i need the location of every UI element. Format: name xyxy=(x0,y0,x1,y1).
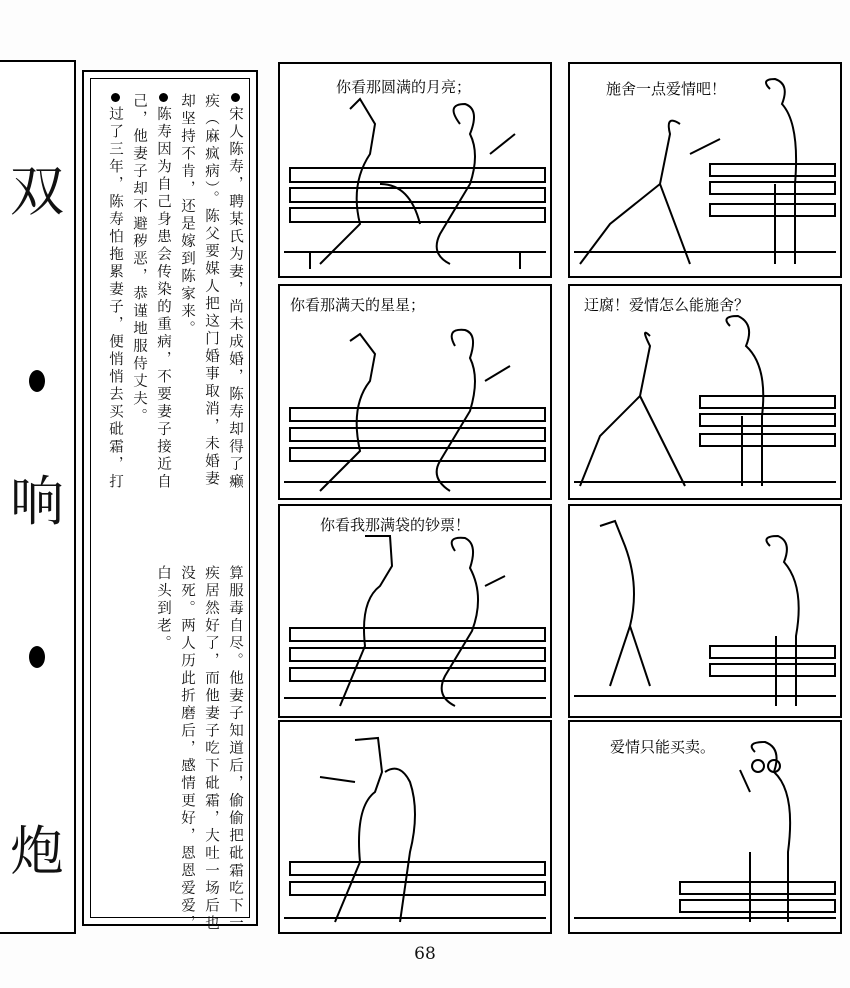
title-char-3: 炮 xyxy=(10,820,64,883)
story-column-4 xyxy=(153,93,173,491)
bullet-icon xyxy=(159,93,168,102)
speech-bubble-3: 你看那满天的星星； xyxy=(290,296,426,314)
comic-panel-5 xyxy=(278,504,552,718)
story-column-6 xyxy=(105,93,125,491)
story-column-5: 己，他妻子却不避秽恶，恭谨地服侍丈夫。 xyxy=(131,93,147,426)
story-column-1 xyxy=(225,93,245,491)
story-text-frame xyxy=(90,78,250,933)
comic-panel-3 xyxy=(278,284,552,500)
panel-6-drawing xyxy=(570,506,840,716)
story-column-9: 没死。两人历此折磨后，感情更好，恩恩爱爱， xyxy=(179,565,195,933)
title-dot-1 xyxy=(29,370,45,392)
comic-panel-1 xyxy=(278,62,552,278)
panel-4-drawing xyxy=(570,286,840,498)
title-dot-2 xyxy=(29,646,45,668)
story-column-8: 疾居然好了，而他妻子吃下砒霜，大吐一场后也 xyxy=(203,565,219,933)
bullet-icon xyxy=(111,93,120,102)
speech-bubble-4: 迂腐！爱情怎么能施舍？ xyxy=(584,296,750,314)
story-column-7: 算服毒自尽。他妻子知道后，偷偷把砒霜吃下一 xyxy=(227,565,243,933)
bullet-icon xyxy=(231,93,240,102)
story-column-2: 疾（麻疯病）。陈父要媒人把这门婚事取消，未婚妻 xyxy=(203,93,219,489)
comic-panel-2 xyxy=(568,62,842,278)
story-text: 过了三年，陈寿怕拖累妻子，便悄悄去买砒霜，打 xyxy=(107,106,123,491)
story-text: 陈寿因为自己身患会传染的重病，不要妻子接近自 xyxy=(155,106,171,491)
panel-3-drawing xyxy=(280,286,550,498)
page-number: 68 xyxy=(414,944,436,964)
story-column-10: 白头到老。 xyxy=(155,565,171,653)
story-text-box xyxy=(82,70,258,933)
panel-5-drawing xyxy=(280,506,550,716)
comic-panel-8 xyxy=(568,720,842,934)
speech-bubble-1: 你看那圆满的月亮； xyxy=(336,78,472,96)
title-char-2: 响 xyxy=(10,470,64,533)
title-strip xyxy=(0,60,76,934)
speech-bubble-5: 你看我那满袋的钞票！ xyxy=(320,516,471,534)
speech-bubble-8: 爱情只能买卖。 xyxy=(610,738,716,756)
title-char-1: 双 xyxy=(10,160,64,223)
story-column-3: 却坚持不肯，还是嫁到陈家来。 xyxy=(179,93,195,338)
comic-panel-6 xyxy=(568,504,842,718)
panel-7-drawing xyxy=(280,722,550,932)
comic-panel-7 xyxy=(278,720,552,934)
story-text: 宋人陈寿，聘某氏为妻，尚未成婚，陈寿却得了癞 xyxy=(227,106,243,491)
comic-panel-4 xyxy=(568,284,842,500)
speech-bubble-2: 施舍一点爱情吧！ xyxy=(606,80,727,98)
